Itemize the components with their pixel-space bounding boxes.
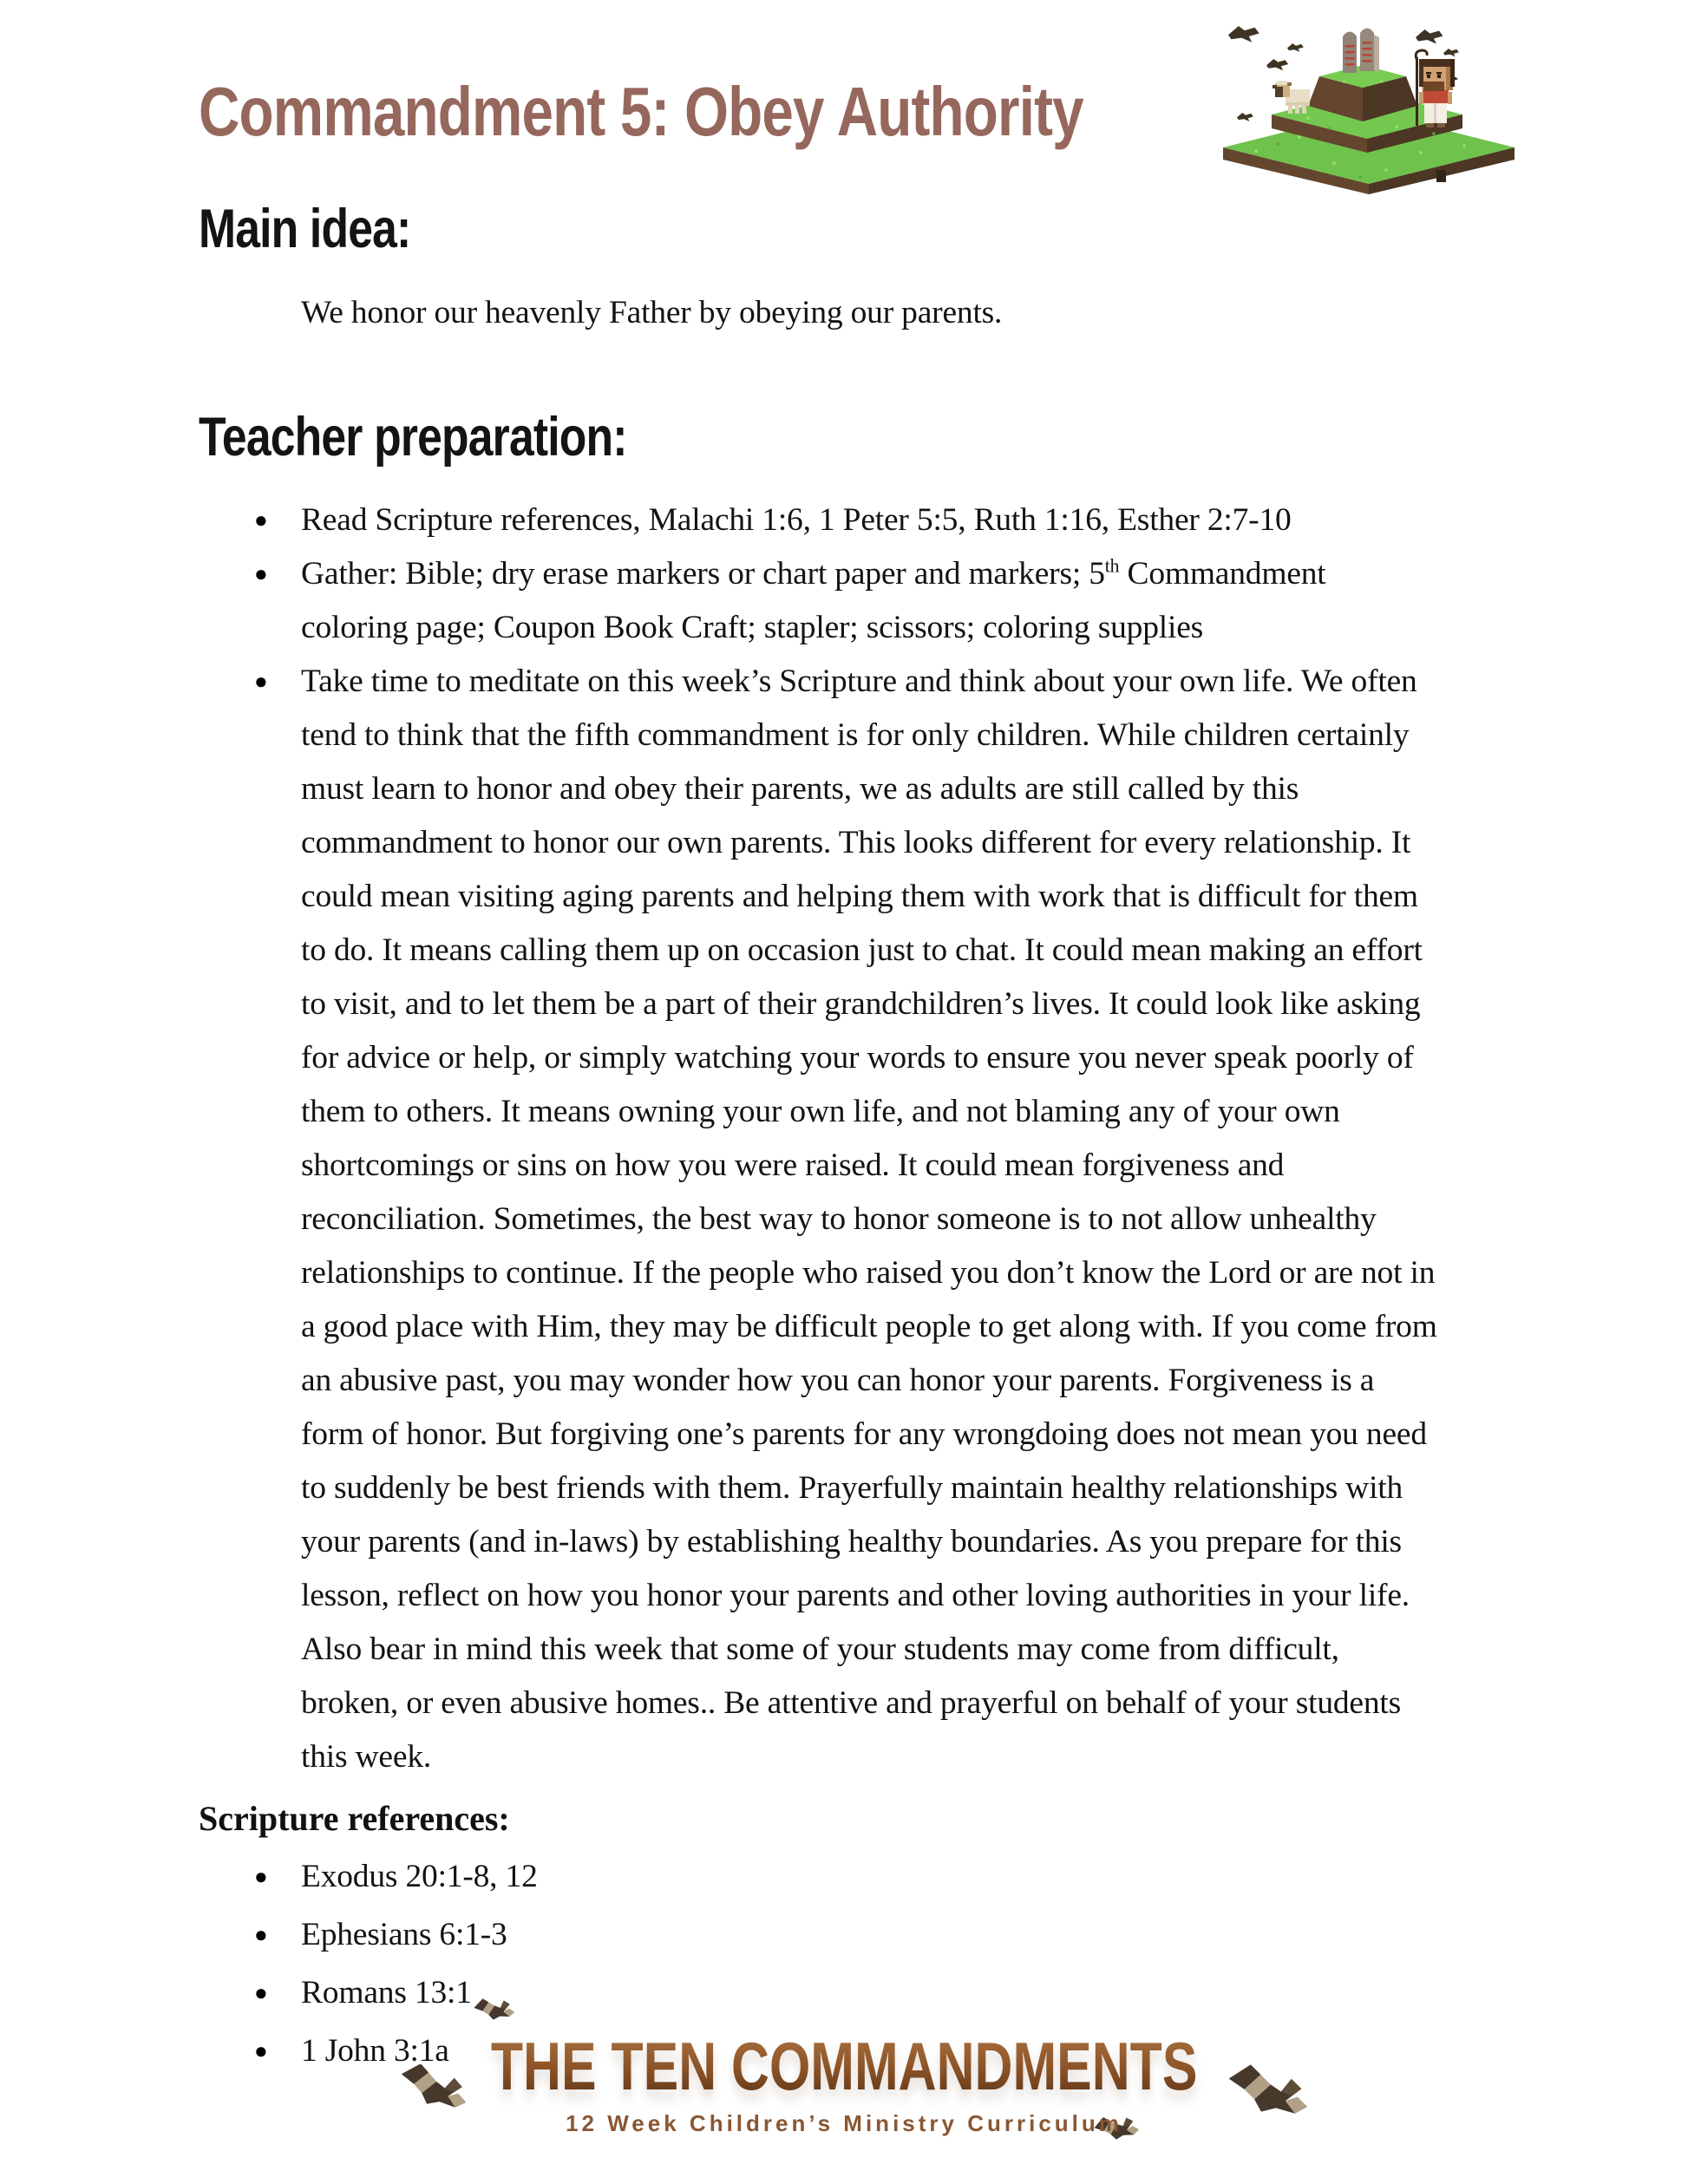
- prep-item-gather: ● Gather: Bible; dry erase markers or chart paper and markers; 5th Commandment coloring page; Coupon Book Craft; stapler; scissors; coloring supplies: [251, 547, 1439, 655]
- logo-subtitle: 12 Week Children’s Ministry Curriculum: [566, 2110, 1122, 2136]
- teacher-preparation-list: [251, 494, 1439, 1784]
- scripture-item: ● Romans 13:1: [251, 1964, 1439, 2022]
- bird-icon: [473, 1995, 525, 2030]
- ordinal-superscript: th: [1104, 555, 1120, 577]
- teacher-preparation-heading: Teacher preparation:: [199, 406, 627, 468]
- scripture-item: ● Ephesians 6:1-3: [251, 1906, 1439, 1964]
- curriculum-logo: [0, 2028, 1688, 2137]
- scripture-item: ● 1 John 3:1a: [251, 2022, 1439, 2080]
- main-idea-heading: Main idea:: [199, 199, 411, 260]
- page-title: [199, 75, 1489, 149]
- logo-title: THE TEN COMMANDMENTS: [490, 2028, 1198, 2104]
- footer-logo: [0, 1991, 1688, 2184]
- prep-item-meditate: ● Take time to meditate on this week’s Scripture and think about your own life. We often tend to think that the fifth commandment is for only children. While children certainly must learn to honor and obey their parents, we as adults are still called by this commandment to honor our own parents. This looks different for every relationship. It could mean visiting aging parents and helping them with work that is difficult for them to do. It means calling them up on occasion just to chat. It could mean making an effort to visit, and to let them be a part of their grandchildren’s lives. It could look like asking for advice or help, or simply watching your words to ensure you never speak poorly of them to others. It means owning your own life, and not blaming any of your own shortcomings or sins on how you were raised. It could mean forgiveness and reconciliation. Sometimes, the best way to honor someone is to not allow unhealthy relationships to continue. If the people who raised you don’t know the Lord or are not in a good place with Him, they may be difficult people to get along with. If you come from an abusive past, you may wonder how you can honor your parents. Forgiveness is a form of honor. But forgiving one’s parents for any wrongdoing does not mean you need to suddenly be best friends with them. Prayerfully maintain healthy relationships with your parents (and in-laws) by establishing healthy boundaries. As you prepare for this lesson, reflect on how you honor your parents and other loving authorities in your life. Also bear in mind this week that some of your students may come from difficult, broken, or even abusive homes.. Be attentive and prayerful on behalf of your students this week.: [251, 655, 1439, 1784]
- scripture-item: ● Exodus 20:1-8, 12: [251, 1847, 1439, 1906]
- main-idea-text: We honor our heavenly Father by obeying our parents.: [301, 294, 1003, 330]
- page-title-text: Commandment 5: Obey Authority: [199, 73, 1083, 150]
- prep-item-read-scripture: ● Read Scripture references, Malachi 1:6, 1 Peter 5:5, Ruth 1:16, Esther 2:7-10: [251, 494, 1439, 547]
- scripture-references-heading: Scripture references:: [199, 1798, 510, 1838]
